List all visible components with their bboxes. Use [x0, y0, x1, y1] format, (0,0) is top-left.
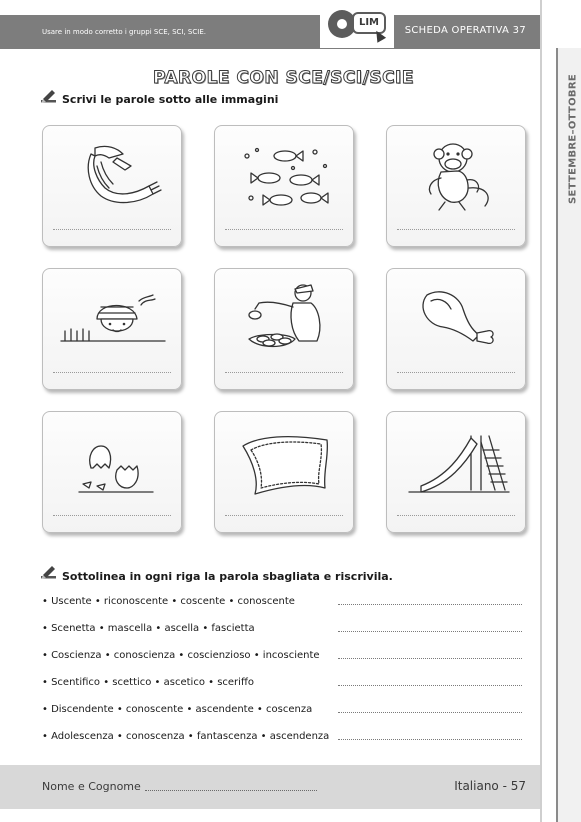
- exercise1-instruction: Scrivi le parole sotto alle immagini: [62, 93, 279, 106]
- answer-line[interactable]: [338, 685, 522, 686]
- word-row[interactable]: • Adolescenza • conoscenza • fantascenza • ascendenza: [42, 731, 330, 742]
- answer-line[interactable]: [225, 372, 343, 373]
- answer-line[interactable]: [225, 229, 343, 230]
- lim-label: LIM: [352, 12, 386, 34]
- answer-line[interactable]: [338, 739, 522, 740]
- month-label: SETTEMBRE–OTTOBRE: [567, 74, 579, 204]
- lim-badge[interactable]: [320, 0, 394, 48]
- image-card-fisherman: [214, 268, 354, 390]
- word-row[interactable]: • Coscienza • conoscienza • coscienzioso • incosciente: [42, 650, 320, 661]
- eggshell-icon: [57, 422, 169, 502]
- image-card-slide: [386, 411, 526, 533]
- answer-line[interactable]: [338, 712, 522, 713]
- footer-bar: [0, 765, 540, 809]
- answer-line[interactable]: [53, 229, 171, 230]
- answer-line[interactable]: [397, 372, 515, 373]
- image-card-fish: [214, 125, 354, 247]
- pencil-icon: [40, 88, 58, 104]
- page-number: Italiano - 57: [454, 779, 526, 793]
- towel-icon: [229, 422, 341, 502]
- image-card-eggshell: [42, 411, 182, 533]
- header-instruction: Usare in modo corretto i gruppi SCE, SCI, SCIE.: [42, 28, 206, 36]
- image-card-towel: [214, 411, 354, 533]
- image-card-monkey: [386, 125, 526, 247]
- page-title: PAROLE CON SCE/SCI/SCIE: [153, 68, 414, 88]
- image-card-drumstick: [386, 268, 526, 390]
- word-row[interactable]: • Uscente • riconoscente • coscente • conoscente: [42, 596, 295, 607]
- slide-icon: [401, 422, 513, 502]
- answer-line[interactable]: [397, 515, 515, 516]
- monkey-icon: [401, 136, 513, 216]
- header-bar: [0, 15, 540, 49]
- fish-school-icon: [229, 136, 341, 216]
- answer-line[interactable]: [53, 372, 171, 373]
- answer-line[interactable]: [397, 229, 515, 230]
- girl-with-hat-icon: [57, 279, 169, 359]
- answer-line[interactable]: [338, 658, 522, 659]
- pencil-icon: [40, 564, 58, 580]
- side-strip: [540, 0, 581, 822]
- word-row[interactable]: • Scentifico • scettico • ascetico • sceriffo: [42, 677, 254, 688]
- name-input-line[interactable]: [145, 790, 317, 791]
- answer-line[interactable]: [338, 604, 522, 605]
- fisherman-icon: [229, 279, 341, 359]
- answer-line[interactable]: [225, 515, 343, 516]
- image-card-scarf: [42, 125, 182, 247]
- answer-line[interactable]: [53, 515, 171, 516]
- answer-line[interactable]: [338, 631, 522, 632]
- word-row[interactable]: • Discendente • conoscente • ascendente • coscenza: [42, 704, 313, 715]
- drumstick-icon: [401, 279, 513, 359]
- image-card-girl: [42, 268, 182, 390]
- name-label: Nome e Cognome: [42, 780, 141, 793]
- word-row[interactable]: • Scenetta • mascella • ascella • fascietta: [42, 623, 255, 634]
- scheda-label: SCHEDA OPERATIVA 37: [404, 25, 526, 36]
- exercise2-instruction: Sottolinea in ogni riga la parola sbagliata e riscrivila.: [62, 570, 393, 583]
- scarf-icon: [57, 136, 169, 216]
